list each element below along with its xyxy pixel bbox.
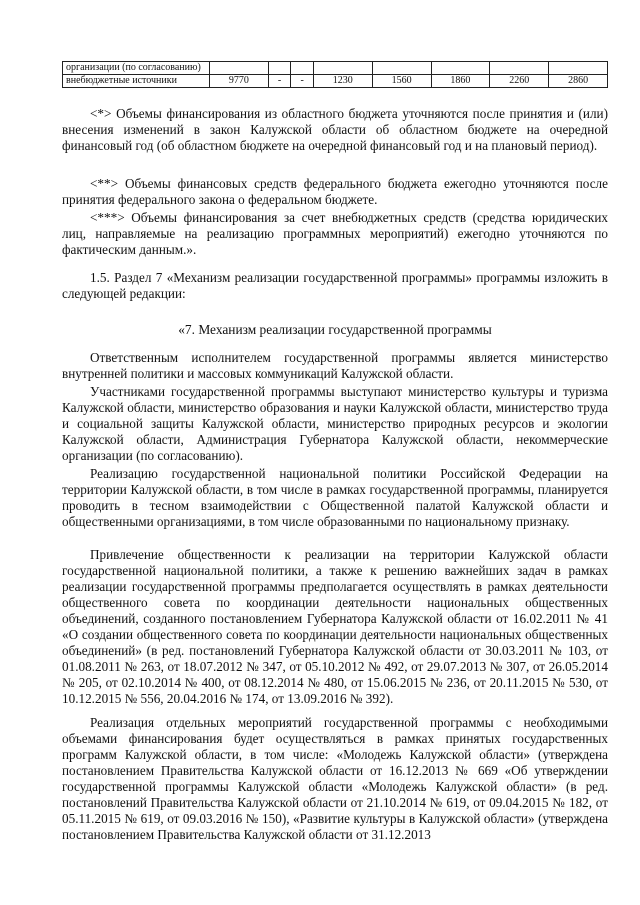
table-cell — [549, 62, 608, 75]
table-cell: 1860 — [431, 75, 490, 88]
table-row — [63, 75, 608, 88]
table-cell — [372, 62, 431, 75]
table-cell — [490, 62, 549, 75]
paragraph-responsible: Ответственным исполнителем государственной программы является министерство внутренней политики и массовых коммуникаций Калужской области. — [62, 350, 608, 381]
table-row — [63, 62, 608, 75]
footnote-federal-budget: <**> Объемы финансовых средств федерального бюджета ежегодно уточняются после принятия федерального закона о федеральном бюджете. — [62, 176, 608, 207]
table-cell: 1560 — [372, 75, 431, 88]
table-cell: 9770 — [210, 75, 269, 88]
footnote-extrabudgetary: <***> Объемы финансирования за счет внебюджетных средств (средства юридических лиц, направляемые на реализацию программных мероприятий) ежегодно уточняются по фактическим данным.». — [62, 210, 608, 257]
table-cell — [431, 62, 490, 75]
paragraph-national-policy: Реализацию государственной национальной политики Российской Федерации на территории Калужской области, в том числе в рамках государственной программы, планируется проводить в тесном взаимодействии с Общественной палатой Калужской области и общественными организациями, в том числе образованными по национальному признаку. — [62, 466, 608, 529]
table-cell — [313, 62, 372, 75]
table-cell: 2260 — [490, 75, 549, 88]
table-cell — [210, 62, 269, 75]
table-cell: - — [268, 75, 291, 88]
table-cell — [291, 62, 314, 75]
section-intro: 1.5. Раздел 7 «Механизм реализации государственной программы» программы изложить в следующей редакции: — [62, 270, 608, 301]
table-cell: 1230 — [313, 75, 372, 88]
table-cell — [268, 62, 291, 75]
paragraph-state-programs: Реализация отдельных мероприятий государственной программы с необходимыми объемами финансирования будет осуществляться в рамках принятых государственных программ Калужской области, в том числе: «Молодежь Калужской области» (утверждена постановлением Правительства Калужской области от 16.12.2013 № 669 «Об утверждении государственной программы Калужской области «Молодежь Калужской области» (в ред. постановлений Правительства Калужской области от 21.10.2014 № 619, от 09.04.2015 № 182, от 05.11.2015 № 619, от 09.03.2016 № 150), «Развитие культуры в Калужской области» (утверждена постановлением Правительства Калужской области от 31.12.2013 — [62, 715, 608, 842]
table-cell: - — [291, 75, 314, 88]
table-cell: 2860 — [549, 75, 608, 88]
table-cell-label: внебюджетные источники — [63, 75, 210, 88]
paragraph-participants: Участниками государственной программы выступают министерство культуры и туризма Калужской области, министерство образования и науки Калужской области, министерство труда и социальной защиты Калужской области, министерство природных ресурсов и экологии Калужской области, Администрация Губернатора Калужской области, некоммерческие организации (по согласованию). — [62, 384, 608, 463]
section-title: «7. Механизм реализации государственной программы — [178, 322, 492, 337]
footnote-regional-budget: <*> Объемы финансирования из областного бюджета уточняются после принятия и (или) внесения изменений в закон Калужской области об областном бюджете на очередной финансовый год (об областном бюджете на очередной финансовый год и на плановый период). — [62, 106, 608, 153]
table-cell-label: организации (по согласованию) — [63, 62, 210, 75]
paragraph-public-council: Привлечение общественности к реализации на территории Калужской области государственной национальной политики, а также к решению важнейших задач в рамках реализации государственной программы предполагается осуществлять в рамках деятельности общественного совета по координации деятельности национальных общественных объединений, созданного постановлением Губернатора Калужской области от 16.02.2011 № 41 «О создании общественного совета по координации деятельности национальных общественных объединений» (в ред. постановлений Губернатора Калужской области от 30.03.2011 № 103, от 01.08.2011 № 263, от 18.07.2012 № 347, от 05.10.2012 № 492, от 29.07.2013 № 307, от 26.05.2014 № 205, от 02.10.2014 № 400, от 08.12.2014 № 480, от 15.06.2015 № 236, от 20.11.2015 № 530, от 10.12.2015 № 556, 20.04.2016 № 174, от 13.09.2016 № 392). — [62, 547, 608, 706]
financing-table — [62, 61, 608, 88]
